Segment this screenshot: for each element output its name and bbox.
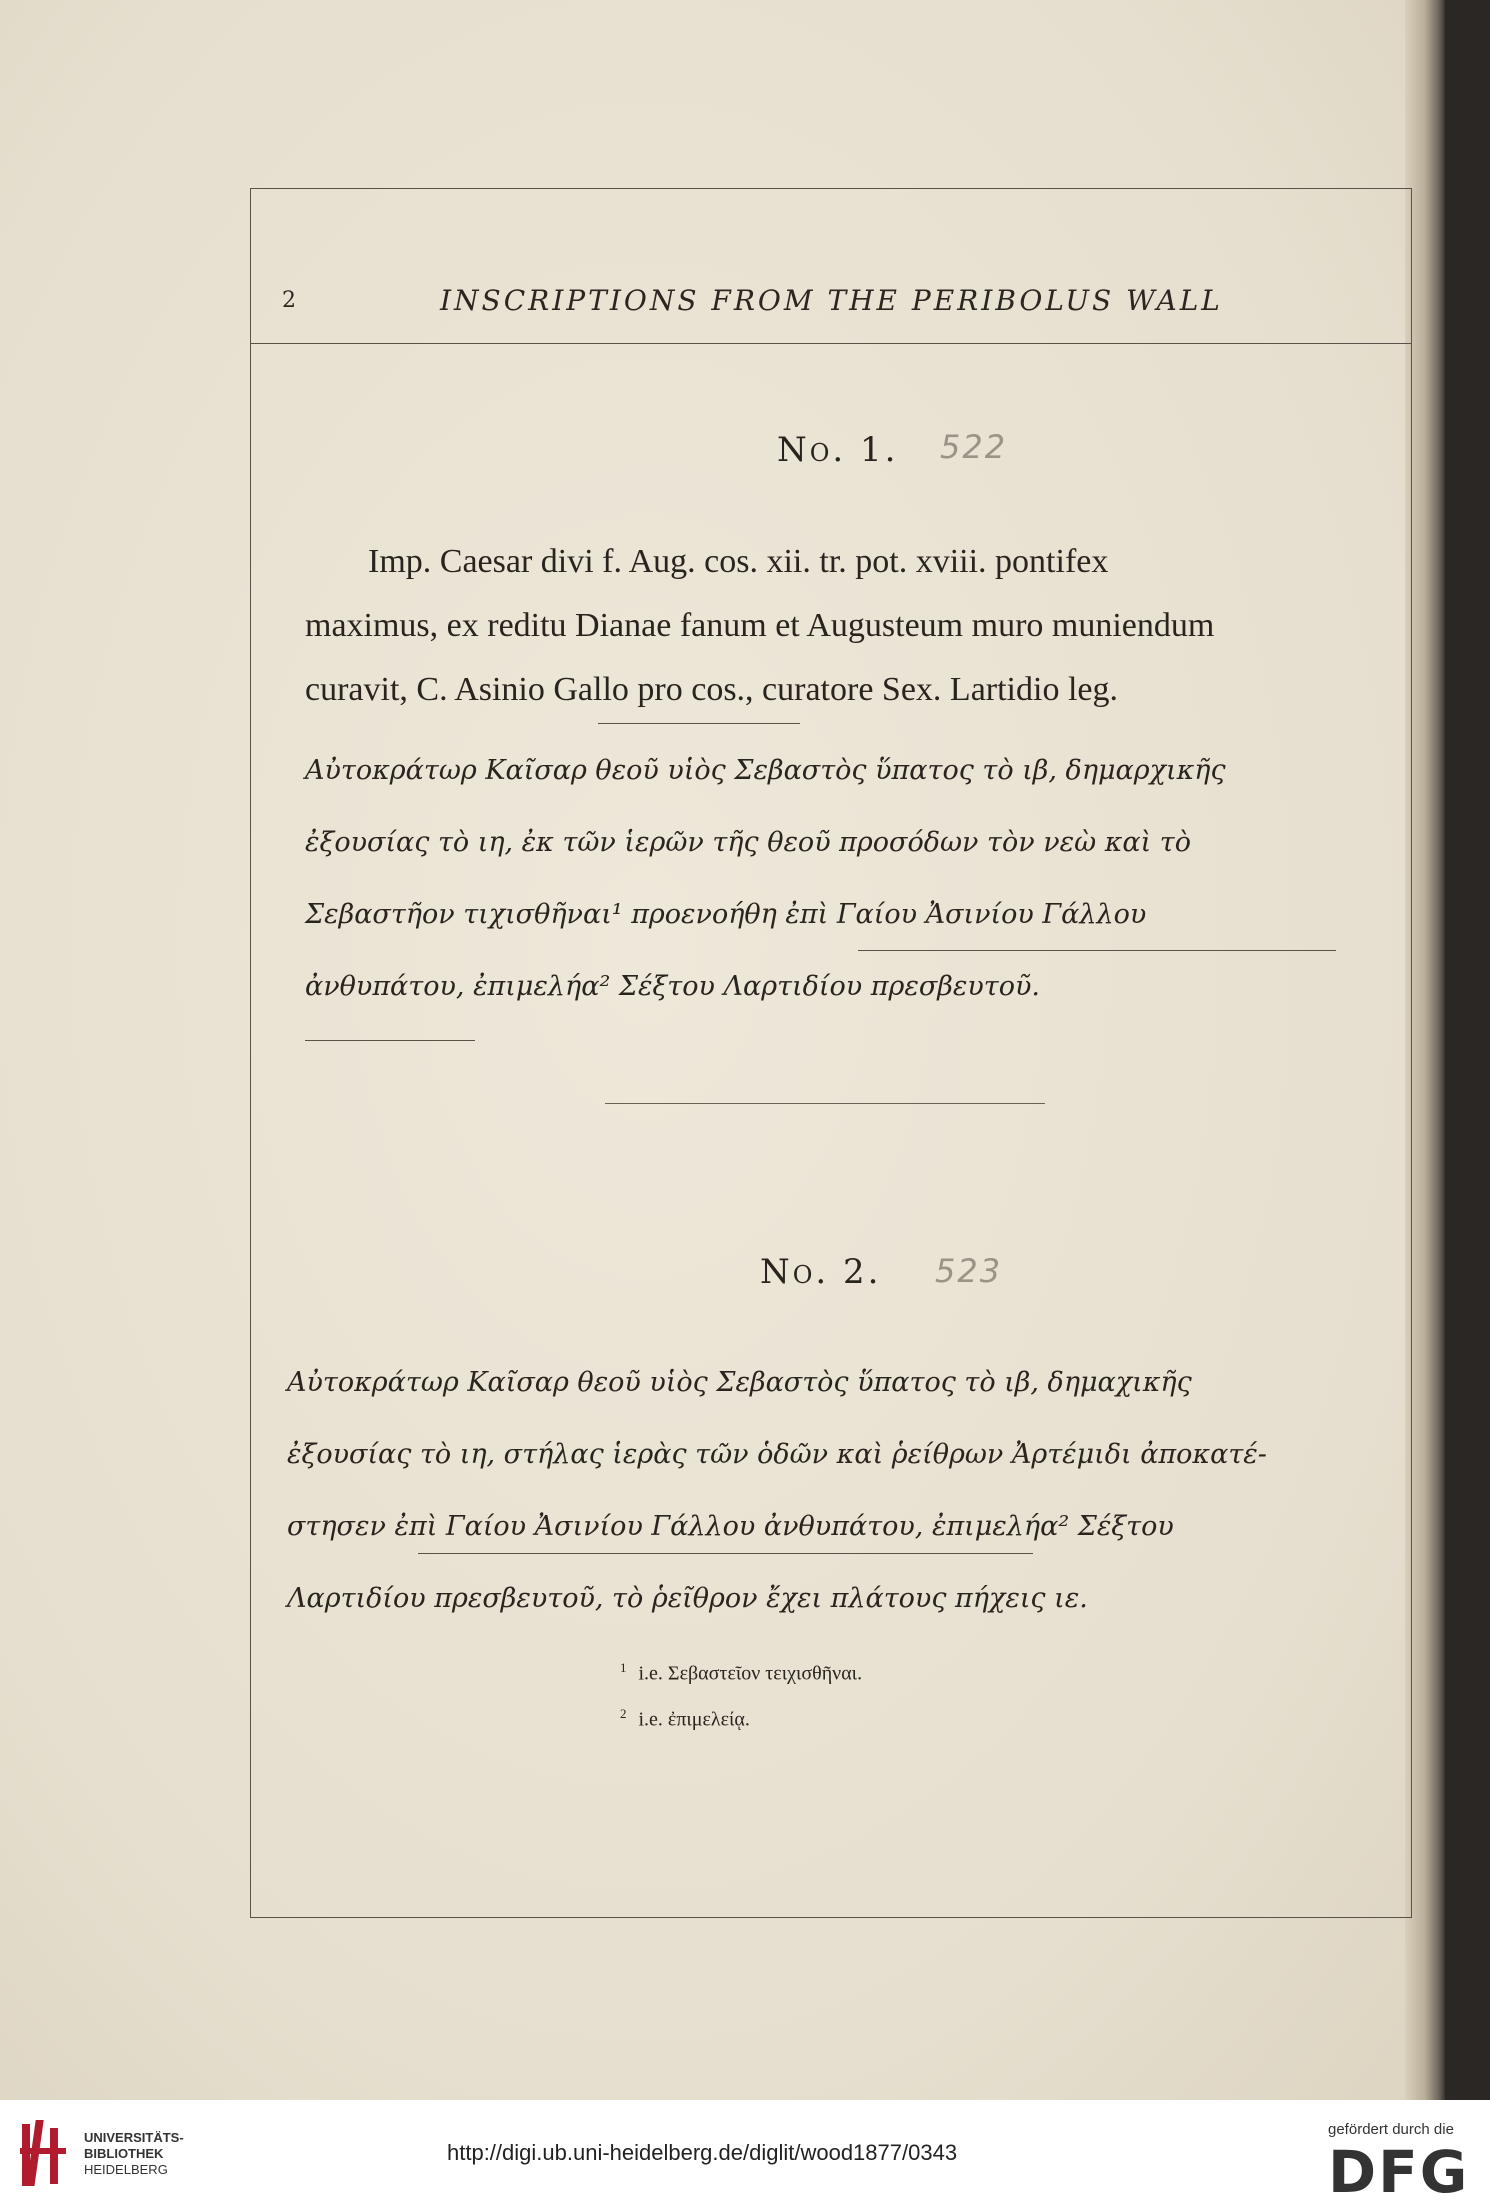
library-name: [84, 2130, 184, 2178]
header-rule: [250, 343, 1412, 344]
inscription-2-title: No. 2.: [760, 1252, 882, 1292]
inscription-1-latin-text: [305, 530, 1355, 722]
greek-line: Αὐτοκράτωρ Καῖσαρ θεοῦ υἱὸς Σεβαστὸς ὕπατος τὸ ιβ, δημαχικῆς: [287, 1367, 1192, 1398]
greek-line: Λαρτιδίου πρεσβευτοῦ, τὸ ῥεῖθρον ἔχει πλάτους πήχεις ιε.: [287, 1583, 1088, 1614]
permalink-url[interactable]: http://digi.ub.uni-heidelberg.de/diglit/wood1877/0343: [447, 2140, 958, 2165]
inscription-2-pencil-note: 523: [935, 1252, 1003, 1290]
section-separator: [605, 1103, 1045, 1104]
dfg-logo: DFG: [1328, 2138, 1470, 2206]
footnote-mark: 1: [620, 1660, 627, 1675]
latin-line: curavit, C. Asinio Gallo pro cos., curatore Sex. Lartidio leg.: [305, 671, 1118, 708]
library-name-line: HEIDELBERG: [84, 2162, 168, 2177]
running-title: INSCRIPTIONS FROM THE PERIBOLUS WALL: [440, 284, 1223, 317]
library-name-line: UNIVERSITÄTS-: [84, 2130, 184, 2145]
inscription-1-title: No. 1.: [777, 430, 899, 470]
greek-line: στησεν ἐπὶ Γαίου Ἀσινίου Γάλλου ἀνθυπάτου, ἐπιμελήα² Σέξτου: [287, 1511, 1174, 1542]
underline-gallo-pro-cos: [598, 723, 800, 724]
footnotes: [620, 1648, 862, 1739]
underline-gaiou-asiniou: [858, 950, 1336, 951]
greek-line: Σεβαστῆον τιχισθῆναι¹ προενοήθη ἐπὶ Γαίου Ἀσινίου Γάλλου: [305, 899, 1147, 930]
underline-anthupatou: [305, 1040, 475, 1041]
underline-gaiou-anthupatou: [418, 1553, 1033, 1554]
greek-line: ἐξουσίας τὸ ιη, ἐκ τῶν ἱερῶν τῆς θεοῦ προσόδων τὸν νεὼ καὶ τὸ: [305, 827, 1192, 858]
greek-line: ἐξουσίας τὸ ιη, στήλας ἱερὰς τῶν ὁδῶν καὶ ῥείθρων Ἀρτέμιδι ἀποκατέ-: [287, 1439, 1267, 1470]
inscription-1-pencil-note: 522: [940, 428, 1008, 466]
footnote-text: i.e. Σεβαστεῖον τειχισθῆναι.: [638, 1662, 863, 1685]
funding-caption: gefördert durch die: [1328, 2121, 1454, 2138]
footnote-1: [620, 1648, 862, 1694]
library-name-line: BIBLIOTHEK: [84, 2146, 164, 2161]
greek-line: ἀνθυπάτου, ἐπιμελήα² Σέξτου Λαρτιδίου πρεσβευτοῦ.: [305, 971, 1040, 1002]
university-library-logo-icon: [18, 2118, 76, 2192]
greek-line: Αὐτοκράτωρ Καῖσαρ θεοῦ υἱὸς Σεβαστὸς ὕπατος τὸ ιβ, δημαρχικῆς: [305, 755, 1226, 786]
footnote-mark: 2: [620, 1705, 627, 1721]
latin-line: maximus, ex reditu Dianae fanum et Augusteum muro muniendum: [305, 607, 1215, 644]
footnote-2: [620, 1694, 862, 1740]
inscription-1-greek-text: [305, 735, 1350, 1023]
footnote-text: i.e. ἐπιμελείᾳ.: [638, 1708, 750, 1731]
latin-line: Imp. Caesar divi f. Aug. cos. xii. tr. pot. xviii. pontifex: [368, 543, 1109, 580]
page-number: 2: [282, 288, 296, 313]
inscription-2-greek-text: [287, 1347, 1332, 1635]
